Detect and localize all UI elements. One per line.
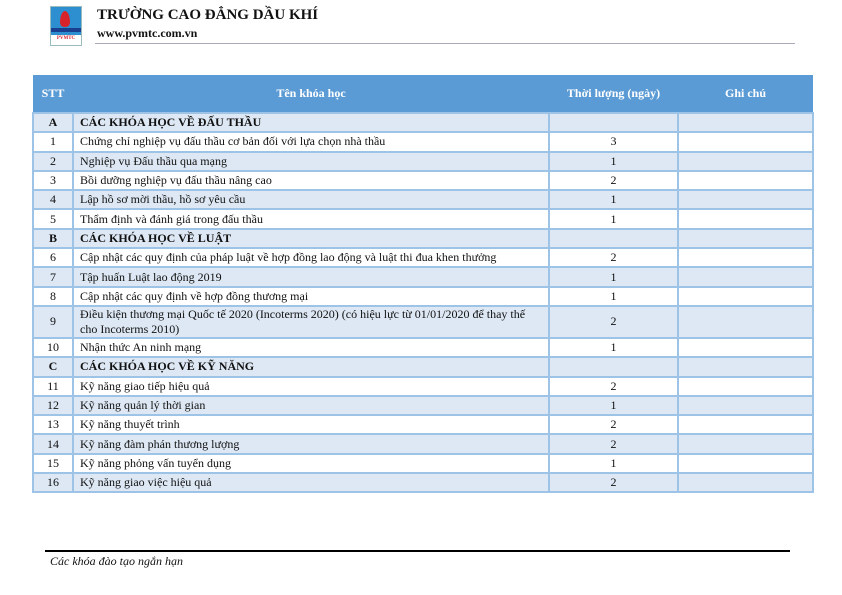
duration-cell — [549, 113, 678, 132]
duration-cell: 1 — [549, 209, 678, 228]
stt-cell: 9 — [33, 306, 73, 338]
course-name-cell: Chứng chỉ nghiệp vụ đấu thầu cơ bản đối với lựa chọn nhà thầu — [73, 132, 549, 151]
duration-cell: 2 — [549, 248, 678, 267]
section-row — [33, 113, 813, 132]
stt-cell: 5 — [33, 209, 73, 228]
course-name-cell: Điều kiện thương mại Quốc tế 2020 (Incoterms 2020) (có hiệu lực từ 01/01/2020 để thay thế cho Incoterms 2010) — [73, 306, 549, 338]
table-row — [33, 171, 813, 190]
duration-cell: 2 — [549, 415, 678, 434]
course-name-cell: CÁC KHÓA HỌC VỀ ĐẤU THẦU — [73, 113, 549, 132]
course-name-cell: Thẩm định và đánh giá trong đấu thầu — [73, 209, 549, 228]
course-name-cell: Kỹ năng thuyết trình — [73, 415, 549, 434]
stt-cell: 6 — [33, 248, 73, 267]
note-cell — [678, 415, 813, 434]
table-row — [33, 190, 813, 209]
course-name-cell: Tập huấn Luật lao động 2019 — [73, 267, 549, 286]
duration-cell: 3 — [549, 132, 678, 151]
note-cell — [678, 190, 813, 209]
school-logo — [50, 6, 82, 46]
table-row — [33, 473, 813, 492]
stt-cell: 7 — [33, 267, 73, 286]
stt-cell: 10 — [33, 338, 73, 357]
duration-cell: 2 — [549, 306, 678, 338]
table-row — [33, 267, 813, 286]
duration-cell: 1 — [549, 454, 678, 473]
course-name-cell: Kỹ năng giao việc hiệu quả — [73, 473, 549, 492]
table-row — [33, 248, 813, 267]
stt-cell: A — [33, 113, 73, 132]
note-cell — [678, 473, 813, 492]
footer-caption: Các khóa đào tạo ngắn hạn — [50, 554, 183, 568]
footer-divider — [45, 550, 790, 552]
table-row — [33, 396, 813, 415]
stt-cell: 2 — [33, 152, 73, 171]
duration-cell: 2 — [549, 434, 678, 453]
stt-cell: 1 — [33, 132, 73, 151]
section-row — [33, 229, 813, 248]
stt-cell: 3 — [33, 171, 73, 190]
note-cell — [678, 171, 813, 190]
note-cell — [678, 377, 813, 396]
column-header-duration: Thời lượng (ngày) — [549, 75, 678, 113]
course-name-cell: Cập nhật các quy định của pháp luật về hợp đồng lao động và luật thi đua khen thưởng — [73, 248, 549, 267]
column-header-note: Ghi chú — [678, 75, 813, 113]
school-name: TRƯỜNG CAO ĐẲNG DẦU KHÍ — [97, 7, 319, 23]
course-table — [32, 75, 814, 493]
duration-cell: 1 — [549, 152, 678, 171]
course-name-cell: Kỹ năng đàm phán thương lượng — [73, 434, 549, 453]
note-cell — [678, 209, 813, 228]
header-divider — [95, 43, 795, 44]
stt-cell: 4 — [33, 190, 73, 209]
stt-cell: B — [33, 229, 73, 248]
stt-cell: 16 — [33, 473, 73, 492]
course-name-cell: Lập hồ sơ mời thầu, hồ sơ yêu cầu — [73, 190, 549, 209]
duration-cell: 1 — [549, 190, 678, 209]
note-cell — [678, 434, 813, 453]
course-name-cell: Kỹ năng quản lý thời gian — [73, 396, 549, 415]
duration-cell: 2 — [549, 377, 678, 396]
table-row — [33, 377, 813, 396]
duration-cell: 1 — [549, 396, 678, 415]
table-row — [33, 209, 813, 228]
table-row — [33, 454, 813, 473]
note-cell — [678, 132, 813, 151]
course-name-cell: CÁC KHÓA HỌC VỀ LUẬT — [73, 229, 549, 248]
table-row — [33, 132, 813, 151]
note-cell — [678, 357, 813, 376]
note-cell — [678, 454, 813, 473]
column-header-stt: STT — [33, 75, 73, 113]
duration-cell: 1 — [549, 287, 678, 306]
section-row — [33, 357, 813, 376]
stt-cell: 12 — [33, 396, 73, 415]
table-row — [33, 306, 813, 338]
table-row — [33, 415, 813, 434]
duration-cell — [549, 229, 678, 248]
note-cell — [678, 113, 813, 132]
website: www.pvmtc.com.vn — [97, 26, 198, 40]
course-name-cell: Nghiệp vụ Đấu thầu qua mạng — [73, 152, 549, 171]
note-cell — [678, 287, 813, 306]
course-name-cell: CÁC KHÓA HỌC VỀ KỸ NĂNG — [73, 357, 549, 376]
note-cell — [678, 338, 813, 357]
table-row — [33, 152, 813, 171]
duration-cell: 2 — [549, 473, 678, 492]
column-header-name: Tên khóa học — [73, 75, 549, 113]
table-row — [33, 434, 813, 453]
duration-cell: 1 — [549, 267, 678, 286]
duration-cell: 2 — [549, 171, 678, 190]
course-name-cell: Kỹ năng giao tiếp hiệu quả — [73, 377, 549, 396]
course-name-cell: Kỹ năng phỏng vấn tuyển dụng — [73, 454, 549, 473]
duration-cell — [549, 357, 678, 376]
stt-cell: C — [33, 357, 73, 376]
note-cell — [678, 306, 813, 338]
table-row — [33, 338, 813, 357]
note-cell — [678, 267, 813, 286]
duration-cell: 1 — [549, 338, 678, 357]
note-cell — [678, 229, 813, 248]
note-cell — [678, 248, 813, 267]
table-row — [33, 287, 813, 306]
note-cell — [678, 152, 813, 171]
course-name-cell: Cập nhật các quy định về hợp đồng thương mại — [73, 287, 549, 306]
stt-cell: 14 — [33, 434, 73, 453]
logo-text: PVMTC — [56, 36, 76, 41]
stt-cell: 13 — [33, 415, 73, 434]
note-cell — [678, 396, 813, 415]
table-header-row — [33, 75, 813, 113]
stt-cell: 8 — [33, 287, 73, 306]
flame-icon — [60, 11, 70, 27]
course-name-cell: Bồi dưỡng nghiệp vụ đấu thầu nâng cao — [73, 171, 549, 190]
course-name-cell: Nhận thức An ninh mạng — [73, 338, 549, 357]
stt-cell: 11 — [33, 377, 73, 396]
stt-cell: 15 — [33, 454, 73, 473]
